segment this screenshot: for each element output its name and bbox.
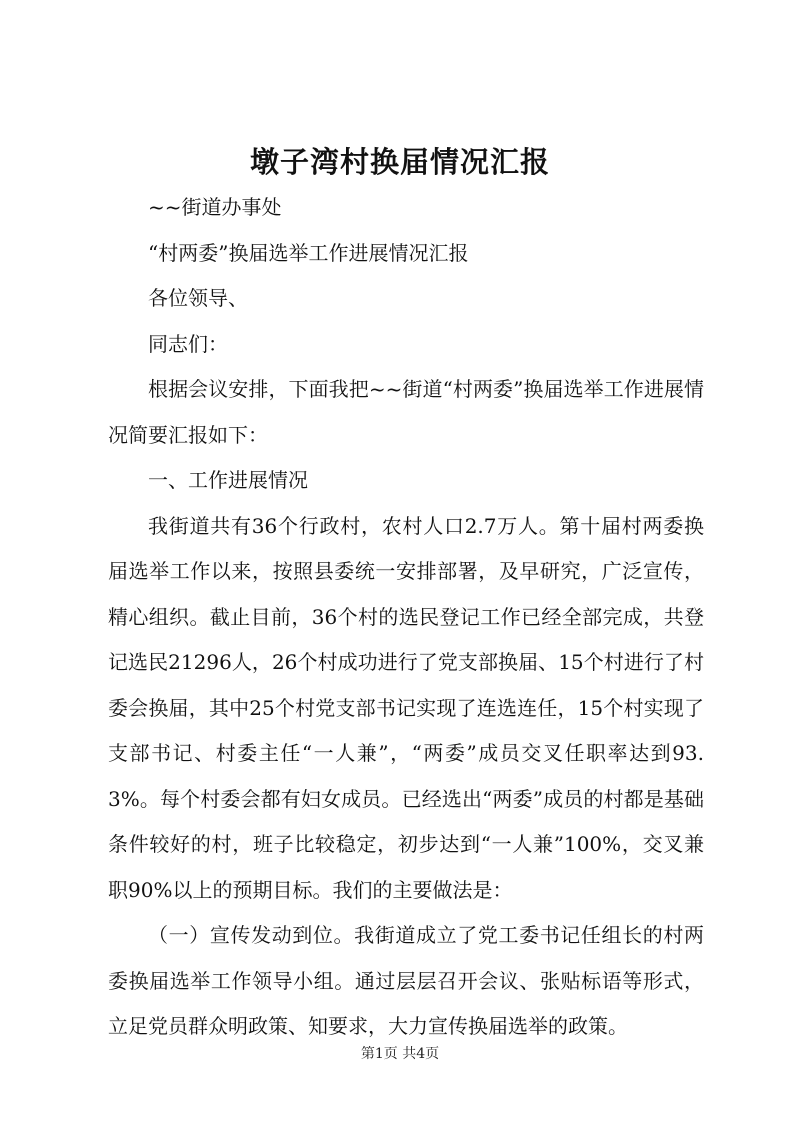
paragraph-report-title: “村两委”换届选举工作进展情况汇报 [148,240,469,265]
paragraph-salutation-leaders: 各位领导、 [148,286,248,310]
paragraph-salutation-comrades: 同志们： [148,331,228,356]
paragraph-intro: 根据会议安排，下面我把~~街道“村两委”换届选举工作进展情况简要汇报如下： [108,377,704,447]
page-footer: 第1页 共4页 [360,1046,440,1062]
document-title: 墩子湾村换届情况汇报 [249,145,550,179]
paragraph-issuer: ~~街道办事处 [148,195,282,219]
paragraph-progress-details: 我街道共有36个行政村，农村人口2.7万人。第十届村两委换届选举工作以来，按照县委统一安排部署，及早研究，广泛宣传，精心组织。截止目前，36个村的选民登记工作已经全部完成，共登记选民21296人，26个村成功进行了党支部换届、15个村进行了村委会换届，其中25个村党支部书记实现了连选连任，15个村实现了支部书记、村委主任“一人兼”，“两委”成员交叉任职率达到93.3%。每个村委会都有妇女成员。已经选出“两委”成员的村都是基础条件较好的村，班子比较稳定，初步达到“一人兼”100%，交叉兼职90%以上的预期目标。我们的主要做法是： [108,513,704,902]
document-body [108,185,704,1050]
section-heading-progress: 一、工作进展情况 [148,468,308,492]
paragraph-publicity: （一）宣传发动到位。我街道成立了党工委书记任组长的村两委换届选举工作领导小组。通过层层召开会议、张贴标语等形式，立足党员群众明政策、知要求，大力宣传换届选举的政策。 [108,923,704,1038]
